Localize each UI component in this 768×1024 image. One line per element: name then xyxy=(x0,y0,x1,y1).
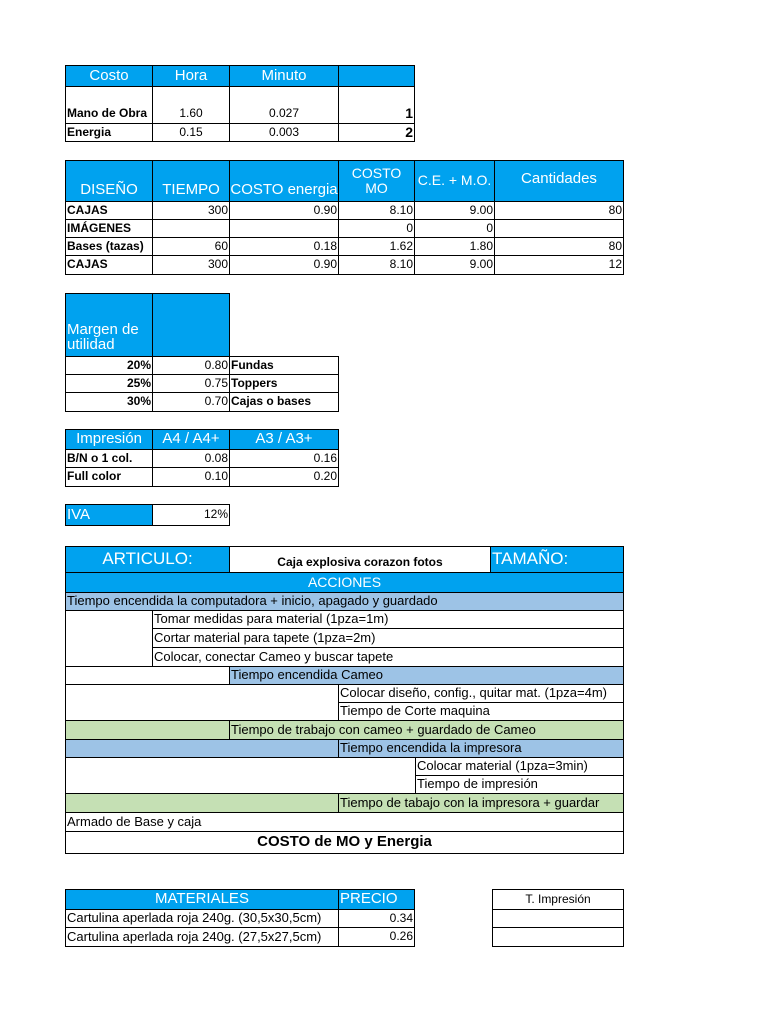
table-cell[interactable]: Bases (tazas) xyxy=(65,237,153,256)
action-spacer xyxy=(65,720,230,740)
table-cell[interactable]: 80 xyxy=(494,201,624,220)
iva-value[interactable]: 12% xyxy=(152,504,230,526)
table-cell[interactable]: 300 xyxy=(152,201,230,220)
table-cell[interactable]: Cartulina aperlada roja 240g. (30,5x30,5cm) xyxy=(65,909,339,928)
table-cell[interactable]: 1.60 xyxy=(152,86,230,124)
table-cell[interactable]: CAJAS xyxy=(65,201,153,220)
impresion-header[interactable]: Impresión xyxy=(65,429,153,450)
t-impresion-cell[interactable] xyxy=(492,909,624,928)
table-cell[interactable]: 0.80 xyxy=(152,356,230,375)
table-cell[interactable]: 0 xyxy=(414,219,495,238)
table-cell[interactable]: 9.00 xyxy=(414,255,495,275)
table-cell[interactable]: 0.75 xyxy=(152,374,230,393)
table-cell[interactable]: 30% xyxy=(65,392,153,412)
action-spacer xyxy=(65,666,230,685)
tiempo-header[interactable]: TIEMPO xyxy=(152,160,230,202)
margen-header-blank[interactable] xyxy=(152,293,230,357)
table-cell[interactable]: 0.18 xyxy=(229,237,339,256)
table-cell[interactable]: Full color xyxy=(65,467,153,487)
costo-energia-header[interactable]: COSTO energia xyxy=(229,160,339,202)
table-cell[interactable]: 0.20 xyxy=(229,467,339,487)
margen-header[interactable]: Margen de utilidad xyxy=(65,293,153,357)
articulo-label[interactable]: ARTICULO: xyxy=(65,546,230,573)
a4-header[interactable]: A4 / A4+ xyxy=(152,429,230,450)
t-impresion-header[interactable]: T. Impresión xyxy=(492,889,624,910)
table-cell[interactable]: 80 xyxy=(494,237,624,256)
action-row[interactable]: Colocar, conectar Cameo y buscar tapete xyxy=(152,647,624,667)
table-cell[interactable]: Cajas o bases xyxy=(229,392,339,412)
articulo-value[interactable]: Caja explosiva corazon fotos xyxy=(229,546,491,573)
table-cell[interactable]: 0.10 xyxy=(152,467,230,487)
table-cell[interactable]: Cartulina aperlada roja 240g. (27,5x27,5cm) xyxy=(65,927,339,947)
ce-mo-header[interactable]: C.E. + M.O. xyxy=(414,160,495,202)
costo-mo-energia-total[interactable]: COSTO de MO y Energia xyxy=(65,831,624,854)
costo-mo-header[interactable]: COSTO MO xyxy=(338,160,415,202)
table-cell[interactable]: 60 xyxy=(152,237,230,256)
table-cell[interactable]: Energia xyxy=(65,123,153,142)
table-cell[interactable]: 0.003 xyxy=(229,123,339,142)
table-cell[interactable]: 0.08 xyxy=(152,449,230,468)
action-row[interactable]: Tiempo de Corte maquina xyxy=(338,702,624,721)
t-impresion-cell[interactable] xyxy=(492,927,624,947)
table-cell[interactable]: 0.34 xyxy=(338,909,415,928)
action-row[interactable]: Tiempo de trabajo con cameo + guardado de Cameo xyxy=(229,720,624,740)
iva-label[interactable]: IVA xyxy=(65,504,153,526)
table-cell[interactable]: 20% xyxy=(65,356,153,375)
action-row[interactable]: Tiempo de impresión xyxy=(415,775,624,794)
hora-header[interactable]: Hora xyxy=(152,65,230,87)
minuto-header[interactable]: Minuto xyxy=(229,65,339,87)
table-cell[interactable]: B/N o 1 col. xyxy=(65,449,153,468)
table-cell[interactable]: 8.10 xyxy=(338,255,415,275)
table-cell[interactable]: 0.15 xyxy=(152,123,230,142)
table-row-label[interactable] xyxy=(65,86,153,124)
diseno-header[interactable]: DISEÑO xyxy=(65,160,153,202)
table-cell[interactable]: Toppers xyxy=(229,374,339,393)
table-cell[interactable] xyxy=(494,219,624,238)
row-label: Mano de Obra xyxy=(67,105,148,120)
action-spacer xyxy=(65,793,339,813)
table-cell[interactable]: 0 xyxy=(338,219,415,238)
table-cell[interactable]: 0.70 xyxy=(152,392,230,412)
action-row[interactable]: Tiempo encendida la computadora + inicio, apagado y guardado xyxy=(65,592,624,611)
table-cell[interactable]: 25% xyxy=(65,374,153,393)
table-cell[interactable]: IMÁGENES xyxy=(65,219,153,238)
table-cell[interactable]: 300 xyxy=(152,255,230,275)
materiales-header[interactable]: MATERIALES xyxy=(65,889,339,910)
action-spacer xyxy=(65,739,339,758)
action-row[interactable]: Colocar material (1pza=3min) xyxy=(415,757,624,776)
action-row[interactable]: Colocar diseño, config., quitar mat. (1pza=4m) xyxy=(338,684,624,703)
action-row[interactable]: Tiempo encendida Cameo xyxy=(229,666,624,685)
table-cell[interactable] xyxy=(152,219,230,238)
table-cell[interactable] xyxy=(229,219,339,238)
action-row[interactable]: Tiempo encendida la impresora xyxy=(338,739,624,758)
action-spacer xyxy=(65,684,339,721)
table-cell[interactable]: 9.00 xyxy=(414,201,495,220)
action-row[interactable]: Cortar material para tapete (1pza=2m) xyxy=(152,628,624,648)
action-row[interactable]: Tomar medidas para material (1pza=1m) xyxy=(152,610,624,629)
table-cell[interactable]: 0.26 xyxy=(338,927,415,947)
table-cell[interactable]: 1 xyxy=(338,86,415,124)
table-cell[interactable]: Fundas xyxy=(229,356,339,375)
table-cell[interactable]: 1.62 xyxy=(338,237,415,256)
tamano-label[interactable]: TAMAÑO: xyxy=(490,546,624,573)
action-row[interactable]: Tiempo de tabajo con la impresora + guardar xyxy=(338,793,624,813)
acciones-header[interactable]: ACCIONES xyxy=(65,572,624,593)
cantidades-header[interactable]: Cantidades xyxy=(494,160,624,202)
table-cell[interactable]: CAJAS xyxy=(65,255,153,275)
action-spacer xyxy=(65,610,153,667)
table-cell[interactable]: 12 xyxy=(494,255,624,275)
table-cell[interactable]: 0.90 xyxy=(229,255,339,275)
table-cell[interactable]: 1.80 xyxy=(414,237,495,256)
table-cell[interactable]: 0.027 xyxy=(229,86,339,124)
table-cell[interactable]: 0.16 xyxy=(229,449,339,468)
costo-header[interactable]: Costo xyxy=(65,65,153,87)
table-cell[interactable]: 2 xyxy=(338,123,415,142)
action-spacer xyxy=(65,757,416,794)
a3-header[interactable]: A3 / A3+ xyxy=(229,429,339,450)
blank-header[interactable] xyxy=(338,65,415,87)
table-cell[interactable]: 0.90 xyxy=(229,201,339,220)
action-row[interactable]: Armado de Base y caja xyxy=(65,812,624,832)
precio-header[interactable]: PRECIO xyxy=(338,889,415,910)
table-cell[interactable]: 8.10 xyxy=(338,201,415,220)
